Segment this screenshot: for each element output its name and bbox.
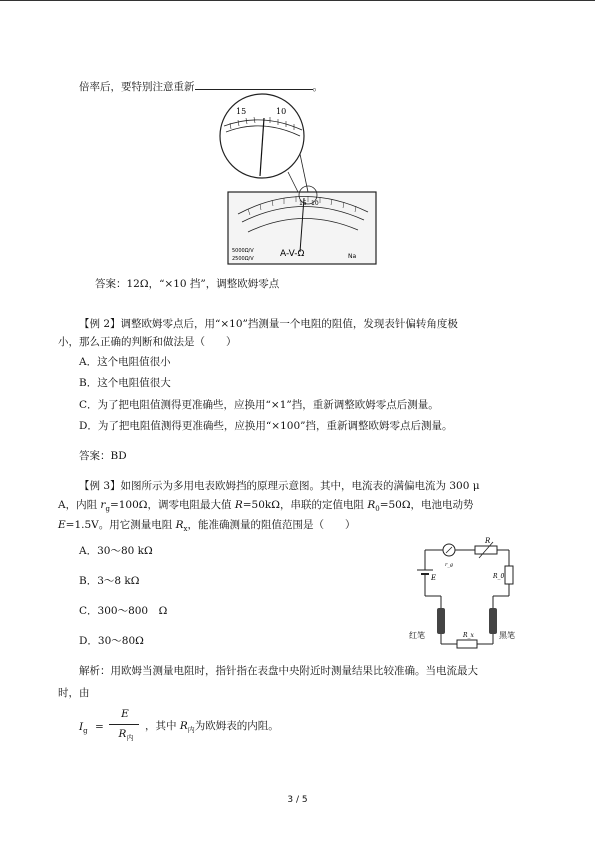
formula-numerator: E <box>121 708 129 720</box>
label-R: R <box>485 537 491 545</box>
q1-answer: 答案：12Ω，“×10 挡”，调整欧姆零点 <box>95 278 280 290</box>
label-E: E <box>431 574 437 582</box>
analysis-line-1: 解析：用欧姆当测量电阻时，指针指在表盘中央附近时测量结果比较准确。当电流最大 <box>79 665 478 677</box>
fill-blank <box>195 79 313 90</box>
ex3-line-3: E=1.5V。用它测量电阻 $R_x$，能准确测量的阻值范围是（ ） <box>58 519 356 534</box>
ex3-option-a: A．30～80 kΩ <box>79 545 153 557</box>
meter-small-label-3: Na <box>348 253 357 260</box>
scale-label-15: 15 <box>299 200 307 207</box>
meter-small-label-2: 2500Ω/V <box>232 256 254 262</box>
scale-label-10: 10 <box>311 200 319 207</box>
unknown-resistor-symbol <box>457 640 477 648</box>
header-rule <box>0 0 595 1</box>
ex2-answer: 答案：BD <box>79 450 127 462</box>
black-probe <box>489 608 497 634</box>
magnified-label-10: 10 <box>276 107 287 116</box>
formula: $I_g$ = E $R_内$ ，其中 $R_内$为欧姆表的内阻。 <box>79 708 279 743</box>
ohmmeter-circuit-figure <box>405 536 525 660</box>
ex2-title: 【例 2】调整欧姆零点后，用“×10”挡测量一个电阻的阻值，发现表针偏转角度极 <box>79 318 458 330</box>
red-probe <box>437 608 445 634</box>
ex3-option-d: D．30～80Ω <box>79 635 144 647</box>
fixed-resistor-symbol <box>505 566 513 584</box>
label-R0: R_0 <box>493 573 505 580</box>
ex3-option-c: C．300～800 Ω <box>79 605 168 617</box>
analysis-line-2: 时，由 <box>58 687 90 699</box>
multimeter-figure <box>208 92 388 266</box>
ex3-line-2: A，内阻 $r_g=100\Omega$，调零电阻最大值 R=50kΩ，串联的定值电阻 $R_0=50\Omega$，电池电动势 <box>58 499 474 514</box>
label-black-probe: 黑笔 <box>499 631 515 640</box>
meter-small-label-1: 5000Ω/V <box>232 248 254 254</box>
page-number: 3 / 5 <box>287 795 308 805</box>
meter-body-label: A-V-Ω <box>280 249 305 259</box>
q1-period: 。 <box>312 81 323 93</box>
magnified-label-15: 15 <box>236 107 247 116</box>
ex2-title-2: 小，那么正确的判断和做法是（ ） <box>58 336 237 348</box>
label-rg: r_g <box>445 562 454 568</box>
q1-text: 倍率后，要特别注意重新 <box>79 81 195 93</box>
ex3-line-1: 【例 3】如图所示为多用电表欧姆挡的原理示意图。其中，电流表的满偏电流为 300 μ <box>79 480 480 492</box>
label-Rx: R_x <box>463 632 474 639</box>
ex2-option-c: C．为了把电阻值测得更准确些，应换用“×1”挡，重新调整欧姆零点后测量。 <box>79 399 439 411</box>
label-red-probe: 红笔 <box>409 631 425 640</box>
ex2-option-d: D．为了把电阻值测得更准确些，应换用“×100”挡，重新调整欧姆零点后测量。 <box>79 420 453 432</box>
ex2-option-b: B．这个电阻值很大 <box>79 377 171 389</box>
formula-denominator: R <box>118 728 127 740</box>
ex2-option-a: A．这个电阻值很小 <box>79 356 171 368</box>
formula-lhs: I <box>79 721 84 733</box>
ex3-option-b: B．3～8 kΩ <box>79 575 140 587</box>
